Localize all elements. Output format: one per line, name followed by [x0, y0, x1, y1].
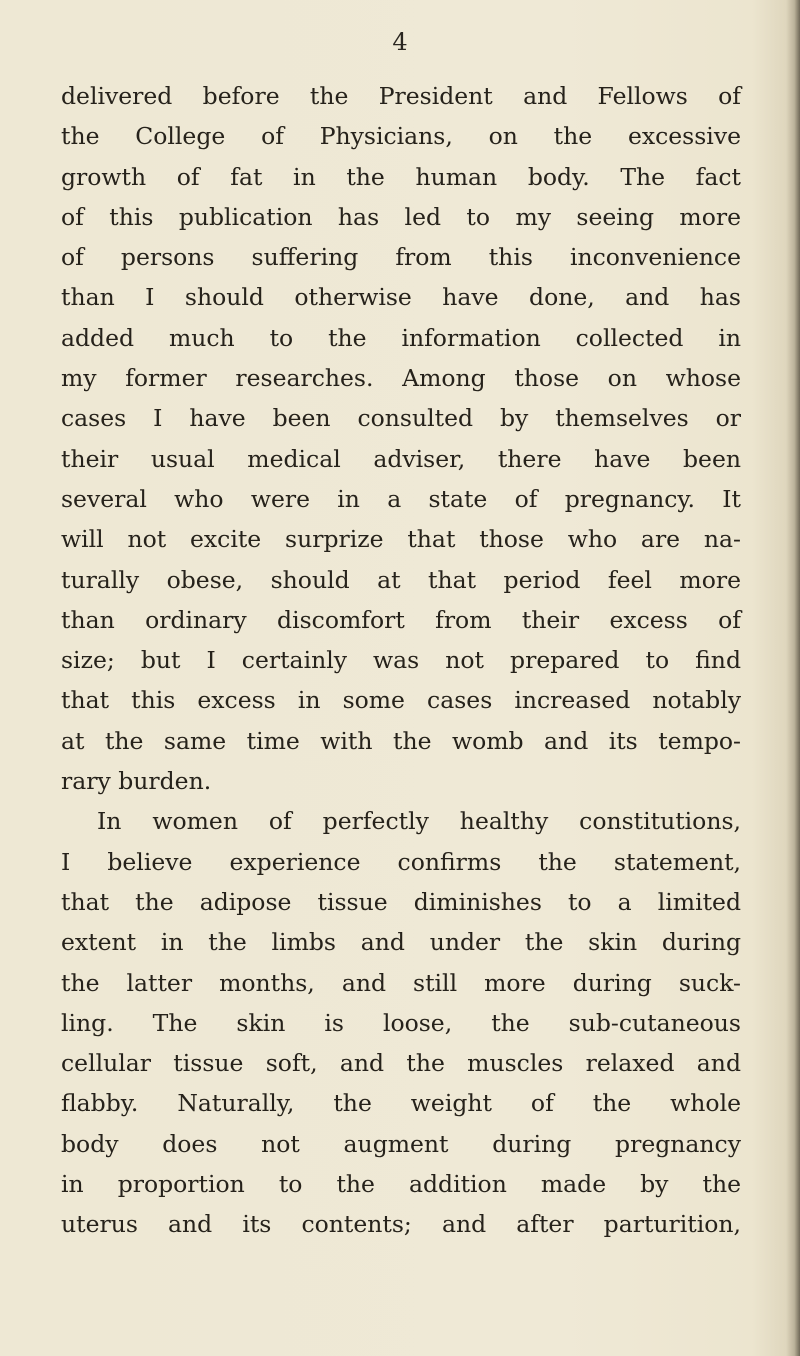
text-line: that the adipose tissue diminishes to a limited [61, 887, 741, 916]
body-text [61, 76, 741, 1245]
text-line: ling. The skin is loose, the sub-cutaneous [61, 1008, 741, 1037]
page-number: 4 [392, 28, 408, 56]
text-line: their usual medical adviser, there have been [61, 444, 741, 473]
text-line: uterus and its contents; and after parturition, [61, 1210, 741, 1239]
text-line: the latter months, and still more during suck- [61, 968, 741, 997]
text-line: my former researches. Among those on whose [61, 364, 741, 393]
text-line: flabby. Naturally, the weight of the whole [61, 1089, 741, 1118]
text-line: the College of Physicians, on the excessive [61, 122, 741, 151]
page-edge-shadow [786, 0, 800, 1356]
text-line: cellular tissue soft, and the muscles relaxed and [61, 1049, 741, 1078]
text-line: size; but I certainly was not prepared to find [61, 646, 741, 675]
text-line: turally obese, should at that period feel more [61, 565, 741, 594]
text-line: at the same time with the womb and its tempo- [61, 726, 741, 755]
paragraph-end-line: rary burden. [61, 767, 212, 796]
text-line: than ordinary discomfort from their excess of [61, 605, 741, 634]
text-line: added much to the information collected in [61, 323, 741, 352]
text-line: than I should otherwise have done, and has [61, 283, 741, 312]
text-line: will not excite surprize that those who are na- [61, 525, 741, 554]
text-line: body does not augment during pregnancy [61, 1129, 741, 1158]
text-line: I believe experience confirms the statement, [61, 847, 741, 876]
text-line: of this publication has led to my seeing more [61, 202, 741, 231]
text-line: delivered before the President and Fellows of [61, 82, 741, 110]
text-line: that this excess in some cases increased notably [61, 686, 741, 715]
text-line: growth of fat in the human body. The fact [61, 162, 741, 191]
text-line: of persons suffering from this inconvenience [61, 243, 741, 272]
text-line: cases I have been consulted by themselves or [61, 404, 741, 433]
text-line: extent in the limbs and under the skin during [61, 928, 741, 957]
paragraph-start-line: In women of perfectly healthy constitutions, [97, 807, 741, 836]
text-line: several who were in a state of pregnancy. It [61, 484, 741, 513]
text-line: in proportion to the addition made by the [61, 1170, 741, 1199]
